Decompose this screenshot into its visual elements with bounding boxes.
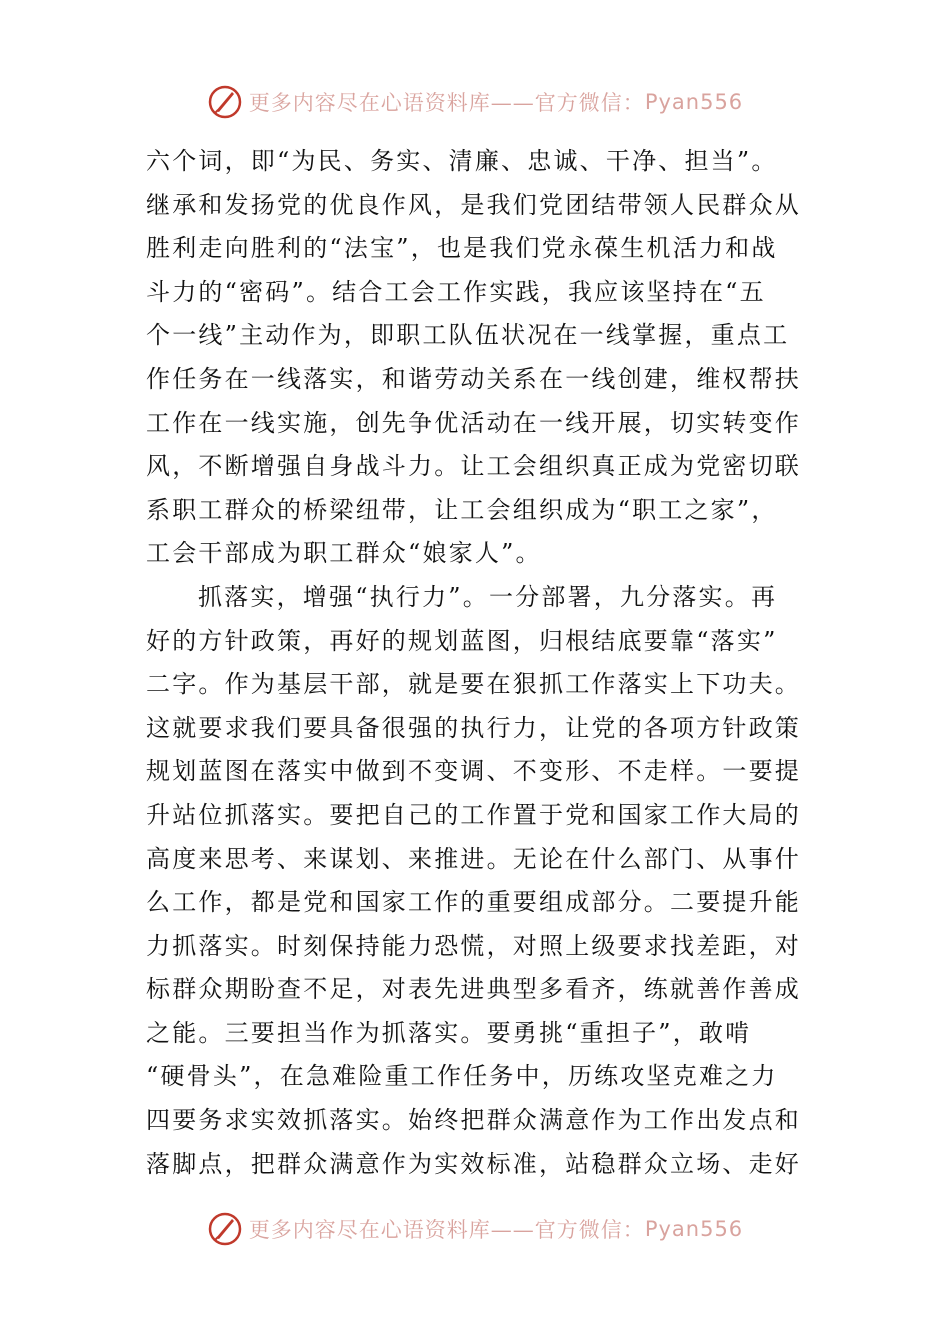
text-line: 好的方针政策，再好的规划蓝图，归根结底要靠“落实”	[146, 626, 778, 655]
text-line: 规划蓝图在落实中做到不变调、不变形、不走样。一要提	[146, 757, 801, 786]
text-line: 标群众期盼查不足，对表先进典型多看齐，练就善作善成	[146, 975, 801, 1004]
footer-watermark-banner	[0, 1209, 950, 1249]
text-line: 升站位抓落实。要把自己的工作置于党和国家工作大局的	[146, 800, 801, 829]
text-line: 风，不断增强自身战斗力。让工会组织真正成为党密切联	[146, 452, 801, 481]
banner-wechat-id: Pyan556	[644, 90, 744, 114]
text-line: 抓落实，增强“执行力”。一分部署，九分落实。再	[198, 582, 778, 611]
text-line: 系职工群众的桥梁纽带，让工会组织成为“职工之家”，	[146, 495, 778, 524]
text-line: 落脚点，把群众满意作为实效标准，站稳群众立场、走好	[146, 1149, 801, 1178]
text-line: 高度来思考、来谋划、来推进。无论在什么部门、从事什	[146, 844, 801, 873]
text-line: 斗力的“密码”。结合工会工作实践，我应该坚持在“五	[146, 277, 766, 306]
text-line: 这就要求我们要具备很强的执行力，让党的各项方针政策	[146, 713, 801, 742]
text-line: 力抓落实。时刻保持能力恐慌，对照上级要求找差距，对	[146, 931, 801, 960]
text-line: 作任务在一线落实，和谐劳动关系在一线创建，维权帮扶	[146, 364, 801, 393]
text-line: 六个词，即“为民、务实、清廉、忠诚、干净、担当”。	[146, 147, 778, 175]
document-body	[146, 140, 806, 1186]
text-line: 继承和发扬党的优良作风，是我们党团结带领人民群众从	[146, 190, 801, 219]
text-line: 二字。作为基层干部，就是要在狠抓工作落实上下功夫。	[146, 670, 801, 699]
text-line: 之能。三要担当作为抓落实。要勇挑“重担子”，敢啃	[146, 1018, 752, 1047]
text-line: 么工作，都是党和国家工作的重要组成部分。二要提升能	[146, 888, 801, 917]
banner-text: 更多内容尽在心语资料库——官方微信：	[248, 91, 645, 115]
quill-logo-icon	[207, 84, 243, 120]
text-line: 个一线”主动作为，即职工队伍状况在一线掌握，重点工	[146, 321, 790, 350]
text-line: “硬骨头”，在急难险重工作任务中，历练攻坚克难之力	[146, 1062, 778, 1091]
text-line: 工作在一线实施，创先争优活动在一线开展，切实转变作	[146, 408, 801, 437]
text-line: 胜利走向胜利的“法宝”，也是我们党永葆生机活力和战	[146, 234, 778, 263]
banner-text: 更多内容尽在心语资料库——官方微信：	[248, 1218, 645, 1242]
header-watermark-banner	[0, 82, 950, 122]
text-line: 四要务求实效抓落实。始终把群众满意作为工作出发点和	[146, 1106, 801, 1135]
text-line: 工会干部成为职工群众“娘家人”。	[146, 539, 542, 568]
quill-logo-icon	[207, 1211, 243, 1247]
banner-wechat-id: Pyan556	[644, 1217, 744, 1241]
